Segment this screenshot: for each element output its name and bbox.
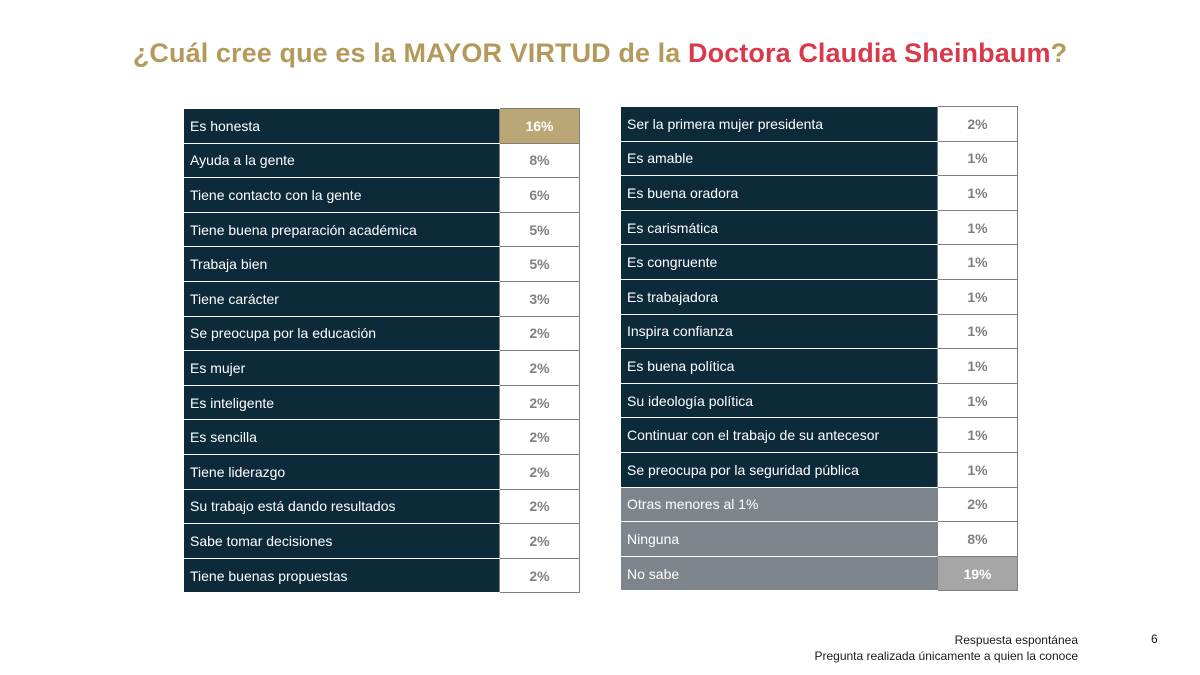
table-row <box>184 143 580 178</box>
table-row <box>621 418 1018 453</box>
row-label: Trabaja bien <box>184 247 500 282</box>
row-label: Es sencilla <box>184 420 500 455</box>
row-label: Tiene buenas propuestas <box>184 558 500 593</box>
table-row <box>184 351 580 386</box>
row-value: 2% <box>500 454 580 489</box>
row-value: 8% <box>938 522 1018 557</box>
row-label: Inspira confianza <box>621 314 938 349</box>
row-value: 8% <box>500 143 580 178</box>
row-value: 1% <box>938 383 1018 418</box>
row-value: 16% <box>500 109 580 144</box>
row-label: Otras menores al 1% <box>621 487 938 522</box>
table-row <box>621 349 1018 384</box>
row-value: 2% <box>500 385 580 420</box>
table-row <box>621 452 1018 487</box>
row-label: Ser la primera mujer presidenta <box>621 107 938 142</box>
table-row <box>184 178 580 213</box>
table-row <box>184 109 580 144</box>
right-results-table <box>620 106 1018 591</box>
row-label: Es mujer <box>184 351 500 386</box>
table-row <box>184 247 580 282</box>
table-row <box>184 420 580 455</box>
table-row <box>184 454 580 489</box>
left-results-table <box>183 108 580 593</box>
row-value: 1% <box>938 245 1018 280</box>
row-label: Es inteligente <box>184 385 500 420</box>
row-value: 19% <box>938 556 1018 591</box>
row-value: 2% <box>938 487 1018 522</box>
row-value: 1% <box>938 314 1018 349</box>
table-row <box>621 279 1018 314</box>
row-label: Es amable <box>621 141 938 176</box>
row-value: 2% <box>500 524 580 559</box>
table-row <box>184 316 580 351</box>
row-value: 1% <box>938 176 1018 211</box>
row-value: 2% <box>500 316 580 351</box>
row-label: No sabe <box>621 556 938 591</box>
row-label: Se preocupa por la educación <box>184 316 500 351</box>
row-label: Su trabajo está dando resultados <box>184 489 500 524</box>
table-row <box>184 212 580 247</box>
table-row <box>184 558 580 593</box>
row-label: Se preocupa por la seguridad pública <box>621 452 938 487</box>
row-label: Es carismática <box>621 210 938 245</box>
title-part1: ¿Cuál cree que es la MAYOR VIRTUD de la <box>132 38 688 68</box>
table-row <box>621 522 1018 557</box>
row-value: 5% <box>500 247 580 282</box>
row-value: 5% <box>500 212 580 247</box>
row-label: Es honesta <box>184 109 500 144</box>
row-label: Es trabajadora <box>621 279 938 314</box>
row-value: 1% <box>938 141 1018 176</box>
row-value: 1% <box>938 418 1018 453</box>
row-value: 1% <box>938 210 1018 245</box>
page-number: 6 <box>1151 632 1158 646</box>
row-value: 1% <box>938 452 1018 487</box>
row-label: Continuar con el trabajo de su antecesor <box>621 418 938 453</box>
row-label: Tiene liderazgo <box>184 454 500 489</box>
table-row <box>621 487 1018 522</box>
table-row <box>621 107 1018 142</box>
row-value: 2% <box>500 489 580 524</box>
row-value: 2% <box>500 420 580 455</box>
table-row <box>621 141 1018 176</box>
table-row <box>621 556 1018 591</box>
row-label: Es buena política <box>621 349 938 384</box>
row-value: 2% <box>938 107 1018 142</box>
row-value: 2% <box>500 351 580 386</box>
footer-notes <box>814 632 1078 664</box>
row-value: 6% <box>500 178 580 213</box>
table-row <box>184 524 580 559</box>
row-label: Es congruente <box>621 245 938 280</box>
table-row <box>621 176 1018 211</box>
table-row <box>184 281 580 316</box>
row-label: Tiene buena preparación académica <box>184 212 500 247</box>
table-row <box>621 245 1018 280</box>
table-row <box>621 314 1018 349</box>
row-value: 2% <box>500 558 580 593</box>
row-label: Es buena oradora <box>621 176 938 211</box>
page-title <box>0 38 1200 69</box>
table-row <box>184 489 580 524</box>
table-row <box>184 385 580 420</box>
footnote-question-scope: Pregunta realizada únicamente a quien la conoce <box>814 649 1078 663</box>
row-label: Tiene contacto con la gente <box>184 178 500 213</box>
row-label: Ayuda a la gente <box>184 143 500 178</box>
table-row <box>621 210 1018 245</box>
title-highlight: Doctora Claudia Sheinbaum <box>688 38 1051 68</box>
footnote-spontaneous: Respuesta espontánea <box>954 633 1078 647</box>
row-value: 3% <box>500 281 580 316</box>
row-label: Sabe tomar decisiones <box>184 524 500 559</box>
row-value: 1% <box>938 349 1018 384</box>
table-row <box>621 383 1018 418</box>
row-label: Ninguna <box>621 522 938 557</box>
row-label: Su ideología política <box>621 383 938 418</box>
title-part2: ? <box>1050 38 1068 68</box>
row-label: Tiene carácter <box>184 281 500 316</box>
row-value: 1% <box>938 279 1018 314</box>
